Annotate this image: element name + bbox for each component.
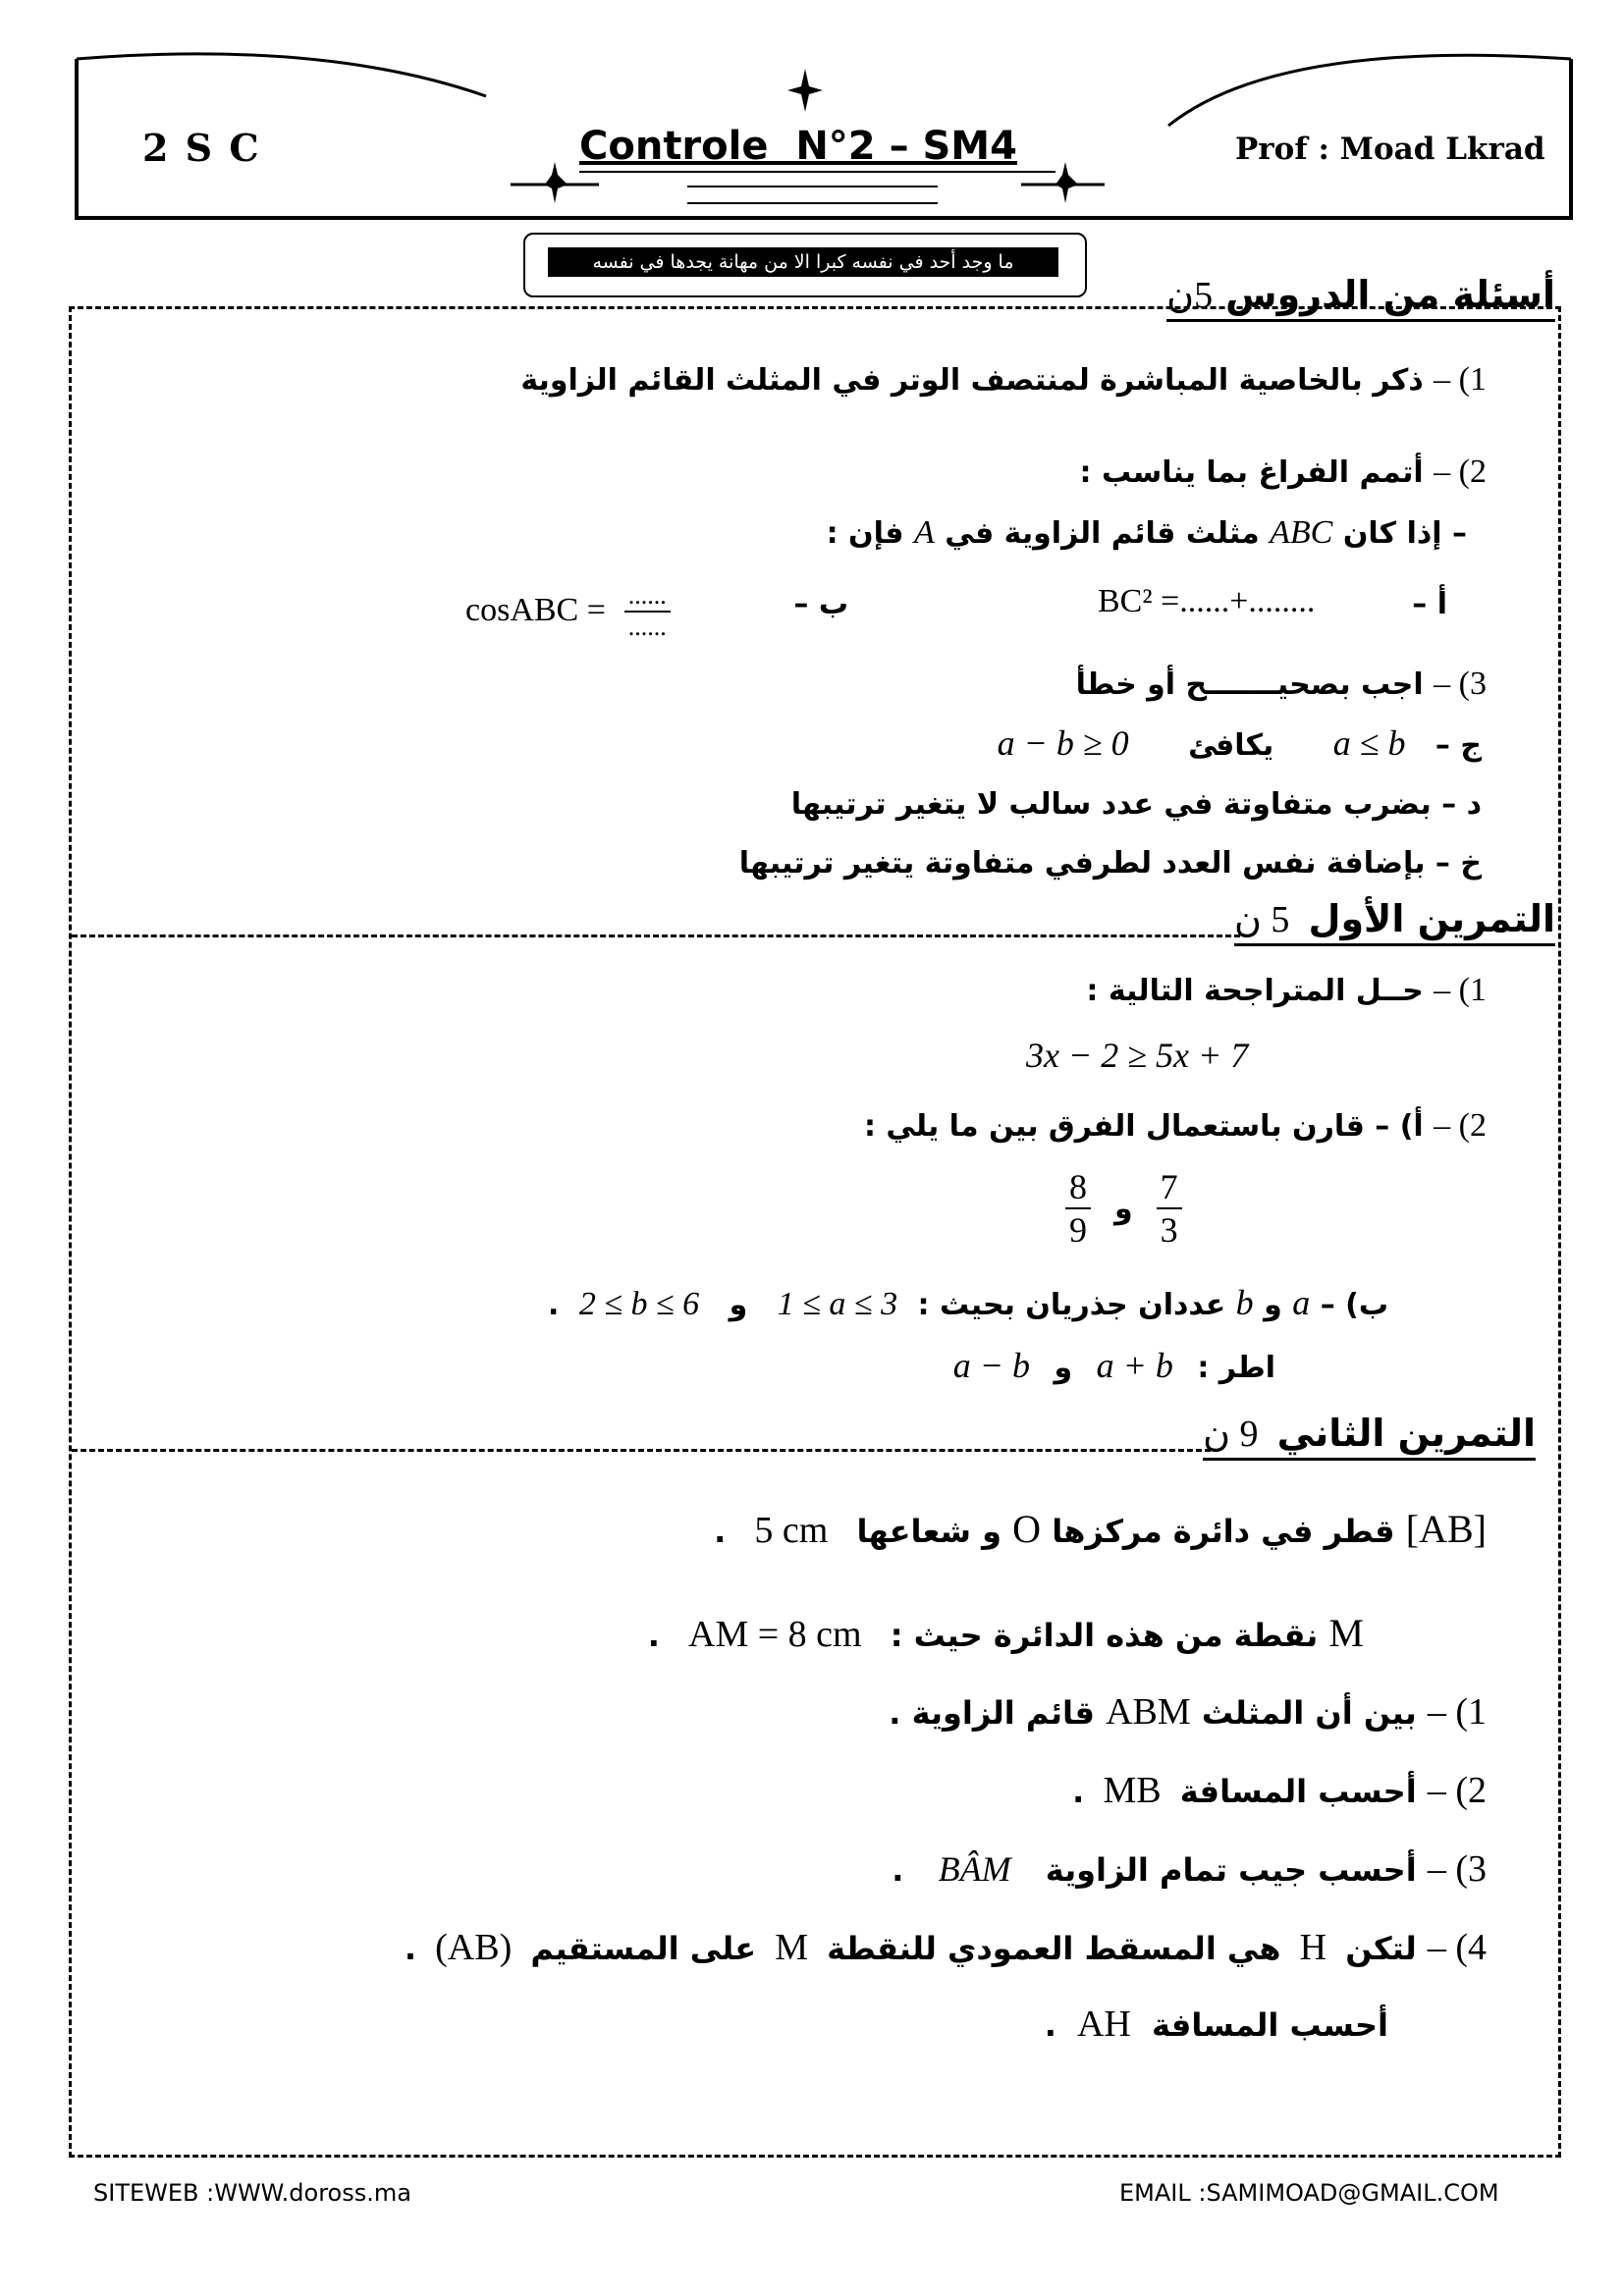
ex1-frame: اطر : a + b و a − b (952, 1346, 1275, 1385)
ex1-q2a: 2) – أ) – قارن باستعمال الفرق بين ما يلي : (863, 1107, 1487, 1144)
class-label: 2 S C (142, 126, 261, 170)
footer-site: SITEWEB :WWW.doross.ma (93, 2179, 411, 2207)
exercise2-points: 9 ن (1203, 1414, 1259, 1455)
quote-text: ما وجد أحد في نفسه كبرا الا من مهانة يجدها في نفسه (548, 247, 1058, 277)
lesson-q2-b-cos: cosABC = $\frac{......}{......}$ (465, 581, 671, 642)
ex2-q1: 1) – بين أن المثلث ABM قائم الزاوية . (889, 1691, 1487, 1733)
lesson-q3-kh: خ – بإضافة نفس العدد لطرفي متفاوتة يتغير ترتيبها (738, 846, 1482, 881)
star-icon (787, 69, 823, 112)
lesson-q2: 2) – أتمم الفراغ بما يناسب : (1079, 454, 1487, 490)
section-points: 5ن (1166, 275, 1214, 316)
ex1-inequality: 3x − 2 ≥ 5x + 7 (1026, 1036, 1249, 1075)
exercise1-points: 5 ن (1233, 899, 1290, 940)
exam-title: Controle N°2 – SM4 (579, 124, 1017, 169)
lesson-q3-d: د – بضرب متفاوتة في عدد سالب لا يتغير ترتيبها (790, 787, 1482, 822)
ex2-line1: [AB] قطر في دائرة مركزها O و شعاعها 5 cm . (714, 1507, 1487, 1551)
star-icon (545, 162, 568, 203)
lesson-q3: 3) – اجب بصحيـــــــح أو خطأ (1075, 666, 1487, 702)
ex2-q4: 4) – لتكن H هي المسقط العمودي للنقطة M على المستقيم (AB) . (404, 1927, 1487, 1968)
ex1-q2b: ب) – a و b عددان جذريان بحيث : 1 ≤ a ≤ 3 و 2 ≤ b ≤ 6 . (548, 1283, 1388, 1322)
section-divider (72, 934, 1240, 937)
star-icon (1056, 162, 1078, 203)
exercise2-title: التمرين الثاني 9 ن (1203, 1412, 1536, 1461)
ex2-q2: 2) – أحسب المسافة MB . (1072, 1770, 1487, 1811)
header-frame (0, 0, 1624, 236)
section-divider (72, 1449, 1211, 1452)
ex2-q3: 3) – أحسب جيب تمام الزاوية BÂM . (892, 1848, 1487, 1890)
lesson-q2-intro: – إذا كان ABC مثلث قائم الزاوية في A فإن : (826, 514, 1467, 551)
ex2-q4b: أحسب المسافة AH . (1044, 2003, 1388, 2045)
exercise1-title: التمرين الأول 5 ن (1234, 897, 1555, 946)
ex1-q1: 1) – حــل المتراجحة التالية : (1086, 972, 1487, 1008)
ex1-fractions: $\frac{8}{9}$ و $\frac{7}{3}$ (1065, 1166, 1182, 1251)
lesson-q2-b-label: ب – (793, 587, 848, 621)
teacher-name: Prof : Moad Lkrad (1235, 132, 1545, 167)
lesson-q1: 1) – ذكر بالخاصية المباشرة لمنتصف الوتر في المثلث القائم الزاوية (520, 361, 1487, 398)
ex2-line2: M نقطة من هذه الدائرة حيث : AM = 8 cm . (647, 1611, 1364, 1655)
footer-email: EMAIL :SAMIMOAD@GMAIL.COM (1119, 2179, 1499, 2207)
section-lessons-title: أسئلة من الدروس 5ن (1166, 273, 1555, 322)
lesson-q2-a-label: أ – (1412, 587, 1447, 621)
lesson-q2-a-expr: BC² =......+........ (1098, 583, 1316, 619)
lesson-q3-c: ج – a ≤ b يكافئ a − b ≥ 0 (997, 723, 1482, 763)
